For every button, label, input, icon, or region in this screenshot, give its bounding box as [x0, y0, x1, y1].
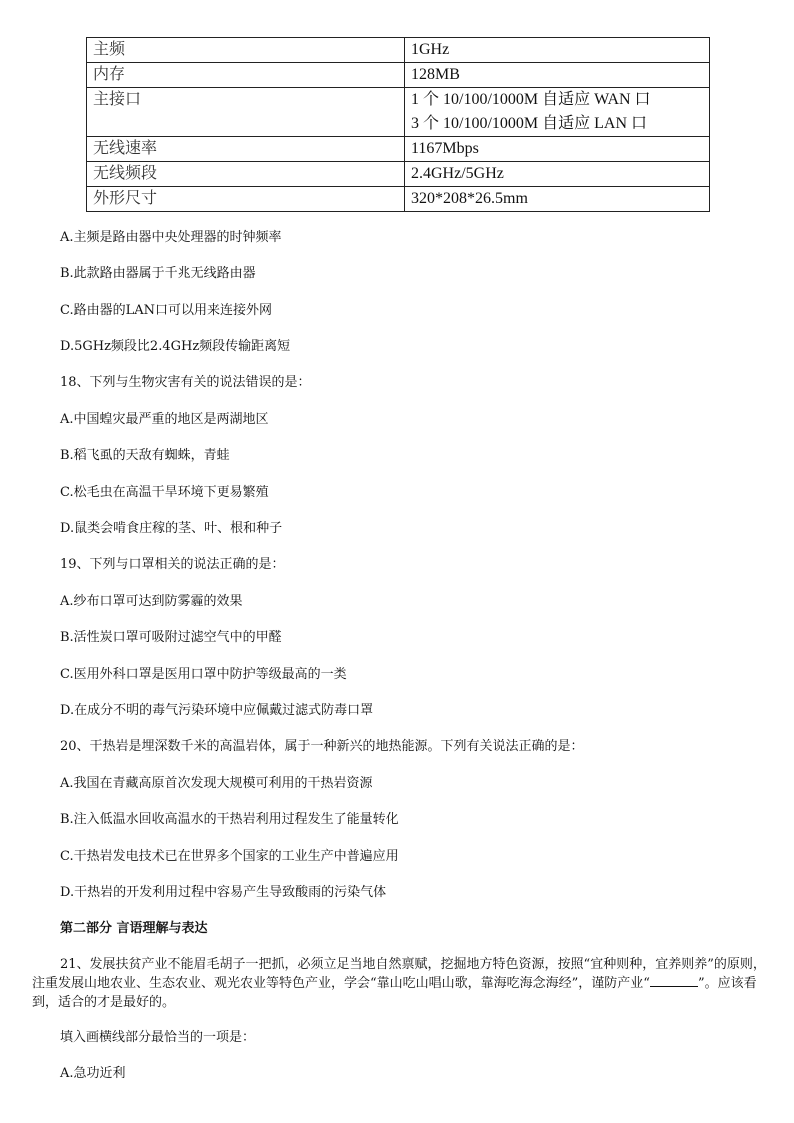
spec-label: 主接口 — [87, 88, 405, 137]
q20-stem: 20、干热岩是埋深数千米的高温岩体，属于一种新兴的地热能源。下列有关说法正确的是： — [60, 739, 584, 754]
q17-option-a: A.主频是路由器中央处理器的时钟频率 — [60, 230, 282, 245]
q17-option-c: C.路由器的LAN口可以用来连接外网 — [60, 303, 273, 318]
q18-option-b: B.稻飞虱的天敌有蜘蛛，青蛙 — [60, 448, 230, 463]
q20-option-c: C.干热岩发电技术已在世界多个国家的工业生产中普遍应用 — [60, 849, 399, 864]
spec-value: 320*208*26.5mm — [405, 187, 710, 212]
spec-row — [87, 88, 710, 137]
q21-prompt: 填入画横线部分最恰当的一项是： — [60, 1030, 256, 1045]
spec-row — [87, 137, 710, 162]
spec-value: 1 个 10/100/1000M 自适应 WAN 口 3 个 10/100/1000M 自适应 LAN 口 — [405, 88, 710, 137]
q19-option-a: A.纱布口罩可达到防雾霾的效果 — [60, 594, 243, 609]
section-heading: 第二部分 言语理解与表达 — [60, 921, 208, 936]
spec-row — [87, 162, 710, 187]
spec-value: 1167Mbps — [405, 137, 710, 162]
q19-stem: 19、下列与口罩相关的说法正确的是： — [60, 557, 285, 572]
spec-value: 1GHz — [405, 38, 710, 63]
q18-option-c: C.松毛虫在高温干旱环境下更易繁殖 — [60, 485, 269, 500]
q20-option-d: D.干热岩的开发利用过程中容易产生导致酸雨的污染气体 — [60, 885, 387, 900]
spec-label: 无线速率 — [87, 137, 405, 162]
q21-option-a: A.急功近利 — [60, 1066, 126, 1081]
spec-row — [87, 63, 710, 88]
q21-blank — [650, 974, 698, 987]
q17-option-b: B.此款路由器属于千兆无线路由器 — [60, 266, 256, 281]
spec-value: 2.4GHz/5GHz — [405, 162, 710, 187]
router-spec-table — [86, 37, 710, 212]
spec-label: 内存 — [87, 63, 405, 88]
spec-row — [87, 187, 710, 212]
spec-value: 128MB — [405, 63, 710, 88]
q19-option-b: B.活性炭口罩可吸附过滤空气中的甲醛 — [60, 630, 282, 645]
spec-row — [87, 38, 710, 63]
q18-option-d: D.鼠类会啃食庄稼的茎、叶、根和种子 — [60, 521, 283, 536]
spec-label: 外形尺寸 — [87, 187, 405, 212]
spec-label: 主频 — [87, 38, 405, 63]
q21-passage-part1: 21、发展扶贫产业不能眉毛胡子一把抓，必须立足当地自然禀赋，挖掘地方特色资源，按照“宜种则种，宜养则养”的原则，注重发展山地农业、生态农业、观光农业等特色产业，学会“靠山吃山唱山歌，靠海吃海念海经”，谨防产业“ — [32, 957, 766, 991]
q17-option-d: D.5GHz频段比2.4GHz频段传输距离短 — [60, 339, 291, 354]
q21-passage — [32, 955, 772, 1012]
q20-option-b: B.注入低温水回收高温水的干热岩利用过程发生了能量转化 — [60, 812, 399, 827]
q18-option-a: A.中国蝗灾最严重的地区是两湖地区 — [60, 412, 269, 427]
q19-option-c: C.医用外科口罩是医用口罩中防护等级最高的一类 — [60, 667, 347, 682]
q18-stem: 18、下列与生物灾害有关的说法错误的是： — [60, 375, 311, 390]
spec-label: 无线频段 — [87, 162, 405, 187]
q21-passage-part2: ”。应该看到，适合的才是最好的。 — [32, 976, 757, 1010]
q19-option-d: D.在成分不明的毒气污染环境中应佩戴过滤式防毒口罩 — [60, 703, 374, 718]
q20-option-a: A.我国在青藏高原首次发现大规模可利用的干热岩资源 — [60, 776, 373, 791]
